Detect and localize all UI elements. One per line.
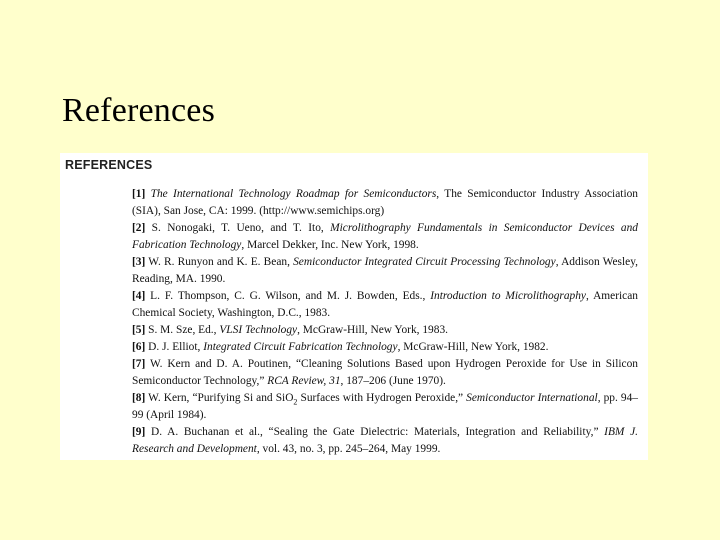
- reference-title: Semiconductor International: [466, 392, 598, 404]
- reference-text: , Addison Wesley, Reading, MA. 1990.: [132, 256, 638, 285]
- reference-item: [132, 356, 638, 390]
- reference-item: [132, 254, 638, 288]
- reference-text: W. R. Runyon and K. E. Bean,: [145, 256, 294, 268]
- reference-text: Surfaces with Hydrogen Peroxide,”: [297, 392, 467, 404]
- reference-title: IBM J. Research and Development: [132, 426, 638, 455]
- reference-number: [3]: [132, 256, 146, 268]
- reference-text: D. A. Buchanan et al., “Sealing the Gate Dielectric: Materials, Integration and Reliability,”: [145, 426, 605, 438]
- reference-number: [5]: [132, 324, 146, 336]
- reference-text: , McGraw-Hill, New York, 1982.: [397, 341, 549, 353]
- subscript: 2: [293, 397, 298, 407]
- reference-text: , vol. 43, no. 3, pp. 245–264, May 1999.: [256, 443, 441, 455]
- reference-number: [2]: [132, 222, 146, 234]
- reference-item: [132, 424, 638, 458]
- reference-title: Microlithography Fundamentals in Semiconductor Devices and Fabrication Technology: [132, 222, 638, 251]
- reference-text: , Marcel Dekker, Inc. New York, 1998.: [241, 239, 419, 251]
- reference-text: , The Semiconductor Industry Association (SIA), San Jose, CA: 1999. (http://www.semichips.org): [132, 188, 638, 217]
- reference-number: [6]: [132, 341, 146, 353]
- reference-title: VLSI Technology: [219, 324, 298, 336]
- reference-item: [132, 322, 638, 339]
- reference-item: [132, 288, 638, 322]
- reference-text: , 187–206 (June 1970).: [340, 375, 446, 387]
- reference-text: , McGraw-Hill, New York, 1983.: [297, 324, 448, 336]
- reference-number: [1]: [132, 188, 146, 200]
- reference-title: The International Technology Roadmap for Semiconductors: [150, 188, 437, 200]
- reference-item: [132, 390, 638, 424]
- references-panel: [60, 153, 648, 460]
- reference-list: [65, 186, 638, 458]
- reference-text: S. Nonogaki, T. Ueno, and T. Ito,: [145, 222, 331, 234]
- reference-item: [132, 339, 638, 356]
- reference-title: RCA Review, 31: [267, 375, 341, 387]
- reference-text: , American Chemical Society, Washington, D.C., 1983.: [132, 290, 638, 319]
- reference-text: S. M. Sze, Ed.,: [145, 324, 220, 336]
- reference-title: Introduction to Microlithography: [430, 290, 586, 302]
- reference-number: [9]: [132, 426, 146, 438]
- reference-title: Semiconductor Integrated Circuit Processing Technology: [293, 256, 556, 268]
- reference-item: [132, 186, 638, 220]
- reference-text: D. J. Elliot,: [145, 341, 204, 353]
- reference-text: W. Kern, “Purifying Si and SiO: [145, 392, 294, 404]
- reference-text: L. F. Thompson, C. G. Wilson, and M. J. Bowden, Eds.,: [145, 290, 431, 302]
- references-heading: REFERENCES: [65, 158, 153, 172]
- reference-text: , pp. 94–99 (April 1984).: [132, 392, 638, 421]
- reference-number: [4]: [132, 290, 146, 302]
- reference-text: W. Kern and D. A. Poutinen, “Cleaning Solutions Based upon Hydrogen Peroxide for Use in Silicon Semiconductor Technology,”: [132, 358, 638, 387]
- reference-number: [7]: [132, 358, 146, 370]
- reference-title: Integrated Circuit Fabrication Technology: [203, 341, 398, 353]
- reference-number: [8]: [132, 392, 146, 404]
- reference-item: [132, 220, 638, 254]
- slide-title: References: [62, 92, 216, 129]
